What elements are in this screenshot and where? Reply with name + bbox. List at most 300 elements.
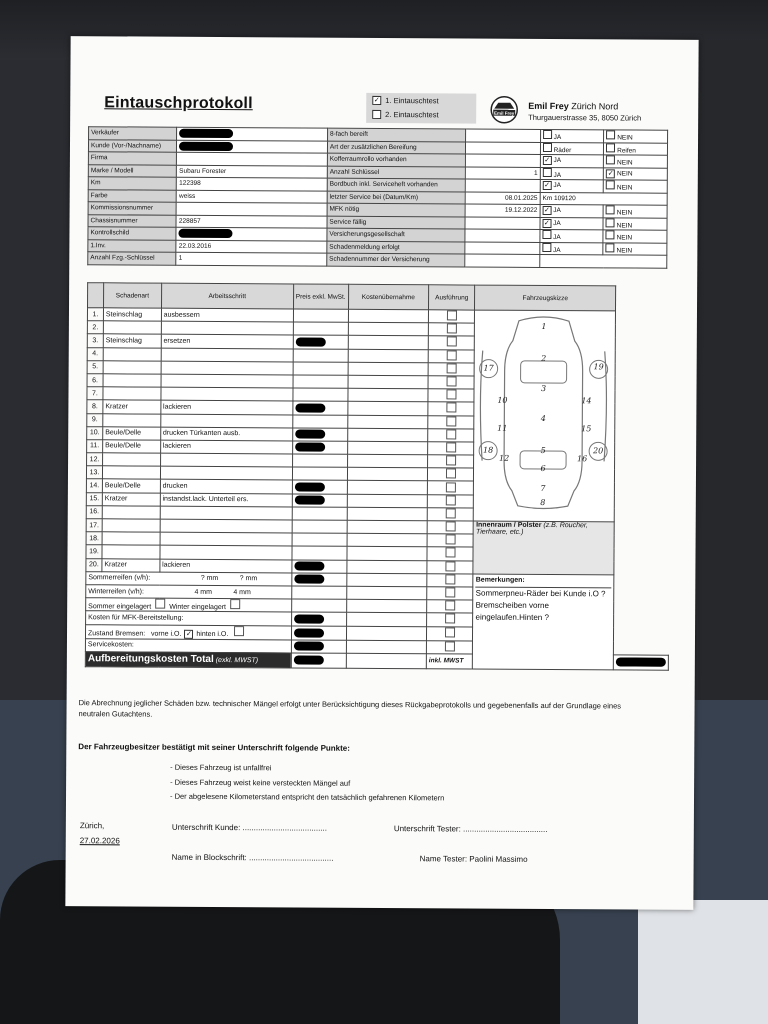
total-empty: [346, 653, 426, 668]
extra-label-cell: [86, 598, 292, 612]
damage-type[interactable]: [103, 387, 161, 401]
execution-cell[interactable]: [428, 323, 475, 336]
option-no[interactable]: NEIN: [604, 155, 668, 168]
cost-coverage-cell[interactable]: [347, 441, 427, 455]
info-value[interactable]: Subaru Forester: [177, 165, 328, 178]
total-label: Aufbereitungskosten Total: [87, 653, 214, 666]
car-body-outline: [504, 317, 583, 509]
sketch-number: 16: [577, 454, 588, 464]
brand-address: Thurgauerstrasse 35, 8050 Zürich: [528, 112, 642, 123]
work-step[interactable]: lackieren: [160, 559, 292, 573]
execution-checkbox[interactable]: [446, 456, 456, 466]
option-2-checkbox[interactable]: [372, 109, 381, 118]
checkbox[interactable]: [606, 181, 615, 190]
cost-coverage-cell[interactable]: [347, 494, 427, 508]
checkbox[interactable]: ✓: [544, 182, 551, 190]
price-cell[interactable]: [293, 349, 348, 363]
row-number: 7.: [87, 387, 103, 400]
info-label: Chassisnummer: [88, 214, 176, 227]
price-cell[interactable]: [292, 507, 347, 521]
option-2[interactable]: 2. Eintauschtest: [366, 107, 476, 122]
cost-coverage-cell[interactable]: [346, 640, 426, 654]
sketch-number: 10: [497, 395, 508, 405]
sketch-number: 18: [483, 445, 494, 455]
cost-coverage-cell[interactable]: [348, 322, 428, 336]
sketch-number: 19: [593, 362, 605, 372]
checkbox[interactable]: [543, 143, 552, 152]
info-right-label: Bordbuch inkl. Serviceheft vorhanden: [327, 178, 465, 191]
winter-tires-depth: 4 mm 4 mm: [143, 588, 251, 596]
option-yes[interactable]: JA: [540, 229, 604, 242]
work-step[interactable]: drucken Türkanten ausb.: [160, 427, 292, 441]
execution-cell[interactable]: [427, 455, 474, 468]
checkbox[interactable]: ✓: [543, 219, 550, 227]
row-number: 11.: [87, 440, 103, 453]
execution-cell[interactable]: [428, 415, 475, 428]
info-value[interactable]: 1: [176, 252, 327, 265]
info-value[interactable]: [176, 202, 327, 215]
execution-cell[interactable]: [427, 574, 474, 587]
tester-signature-line[interactable]: Unterschrift Tester: ......................................: [393, 824, 548, 835]
work-step[interactable]: [161, 374, 293, 388]
execution-checkbox[interactable]: [446, 390, 456, 400]
option-no[interactable]: NEIN: [604, 180, 668, 193]
cost-coverage-cell[interactable]: [347, 520, 427, 534]
execution-cell[interactable]: [427, 481, 474, 494]
work-step[interactable]: ersetzen: [161, 335, 293, 349]
total-label-cell: [85, 651, 291, 667]
damage-type[interactable]: [102, 519, 160, 533]
info-right-value[interactable]: [465, 242, 540, 255]
info-right-label: letzter Service bei (Datum/Km): [327, 191, 465, 204]
redaction-mark: [294, 575, 324, 584]
price-cell[interactable]: [291, 599, 346, 613]
info-value[interactable]: [177, 152, 328, 165]
execution-cell[interactable]: [428, 363, 475, 376]
execution-cell[interactable]: [427, 560, 474, 573]
redaction-mark: [179, 129, 233, 138]
execution-cell[interactable]: [428, 389, 475, 402]
price-cell[interactable]: [293, 388, 348, 402]
info-right-label: Anzahl Schlüssel: [327, 166, 465, 179]
place-date: [80, 818, 120, 848]
service-label: Servicekosten:: [87, 641, 134, 649]
vehicle-info-table: [87, 126, 668, 268]
execution-checkbox[interactable]: [446, 442, 456, 452]
info-right-label: 8-fach bereift: [327, 128, 465, 141]
execution-cell[interactable]: [427, 534, 474, 547]
work-step[interactable]: instandst.lack. Unterteil ers.: [160, 493, 292, 507]
cost-coverage-cell[interactable]: [346, 560, 426, 574]
cost-coverage-cell[interactable]: [347, 415, 427, 429]
option-no[interactable]: ✓ NEIN: [604, 167, 668, 180]
redaction-mark: [295, 482, 325, 491]
brakes-front: vorne i.O.: [145, 630, 182, 638]
execution-checkbox[interactable]: [446, 403, 456, 413]
checkbox[interactable]: ✓: [544, 157, 551, 165]
total-price: [291, 653, 346, 668]
info-right-value[interactable]: [465, 179, 540, 192]
cost-coverage-cell[interactable]: [348, 349, 428, 363]
option-no[interactable]: Reifen: [604, 142, 668, 155]
cost-coverage-cell[interactable]: [346, 599, 426, 613]
work-step[interactable]: [160, 519, 292, 533]
redaction-mark: [294, 628, 324, 637]
execution-cell[interactable]: [427, 613, 474, 626]
cost-coverage-cell[interactable]: [347, 481, 427, 495]
execution-checkbox[interactable]: [446, 363, 456, 373]
damage-type[interactable]: [103, 347, 161, 361]
extra-label-cell: [85, 624, 291, 639]
damage-type[interactable]: Steinschlag: [103, 308, 161, 322]
row-number: 14.: [86, 479, 102, 492]
svg-text:Emil Frey: Emil Frey: [494, 110, 515, 116]
execution-cell[interactable]: [428, 349, 475, 362]
execution-checkbox[interactable]: [446, 416, 456, 426]
execution-checkbox[interactable]: [445, 535, 455, 545]
page-title: Eintauschprotokoll: [104, 94, 253, 113]
option-yes[interactable]: ✓ JA: [540, 154, 604, 167]
sketch-number: 12: [499, 453, 510, 463]
execution-checkbox[interactable]: [446, 337, 456, 347]
info-right-value[interactable]: [465, 154, 540, 167]
brakes-label: Zustand Bremsen:: [87, 629, 146, 638]
execution-checkbox[interactable]: [446, 469, 456, 479]
option-no[interactable]: NEIN: [604, 130, 668, 143]
info-value[interactable]: 122398: [177, 177, 328, 190]
work-step[interactable]: [160, 453, 292, 467]
info-label: Kontrollschild: [88, 227, 176, 240]
option-yes[interactable]: ✓ JA: [540, 204, 604, 217]
option-no[interactable]: NEIN: [603, 217, 667, 230]
price-cell[interactable]: [293, 401, 348, 415]
option-no[interactable]: NEIN: [603, 242, 667, 255]
cost-coverage-cell[interactable]: [347, 402, 427, 416]
cost-coverage-cell[interactable]: [347, 428, 427, 442]
info-label: 1.Inv.: [88, 239, 176, 252]
sketch-number: 7: [540, 483, 546, 494]
row-number: 17.: [86, 519, 102, 532]
remarks-label: Bemerkungen:: [476, 574, 612, 588]
execution-cell[interactable]: [427, 508, 474, 521]
checkbox[interactable]: [606, 231, 615, 240]
execution-cell[interactable]: [428, 428, 475, 441]
summer-stored-checkbox[interactable]: [155, 599, 165, 609]
info-label: Verkäufer: [89, 127, 177, 140]
info-value[interactable]: [177, 127, 328, 140]
price-cell[interactable]: [291, 639, 346, 653]
damage-type[interactable]: Beule/Delle: [103, 440, 161, 454]
info-label: Firma: [88, 152, 176, 165]
redaction-mark: [295, 403, 325, 412]
execution-checkbox[interactable]: [445, 614, 455, 624]
total-suffix: (exkl. MWST): [213, 657, 259, 665]
info-right-value[interactable]: [465, 129, 540, 142]
work-step[interactable]: [160, 532, 292, 546]
execution-checkbox[interactable]: [445, 574, 455, 584]
damage-table: [85, 282, 671, 670]
price-cell[interactable]: [292, 441, 347, 455]
execution-cell[interactable]: [427, 521, 474, 534]
execution-checkbox[interactable]: [446, 429, 456, 439]
sketch-number: 17: [483, 363, 495, 373]
cost-coverage-cell[interactable]: [347, 547, 427, 561]
option-yes[interactable]: ✓ JA: [540, 217, 604, 230]
summer-tires-label: Sommerreifen (v/h):: [88, 574, 151, 582]
damage-type[interactable]: [103, 361, 161, 375]
damage-type[interactable]: [103, 453, 161, 467]
cost-coverage-cell[interactable]: [348, 309, 428, 323]
execution-checkbox[interactable]: [446, 350, 456, 360]
interior-cell[interactable]: [473, 521, 614, 575]
execution-checkbox[interactable]: [446, 376, 456, 386]
remarks-cell[interactable]: [473, 574, 614, 670]
info-right-value[interactable]: [465, 142, 540, 155]
work-step[interactable]: drucken: [160, 480, 292, 494]
damage-type[interactable]: [102, 506, 160, 520]
cost-coverage-cell[interactable]: [347, 388, 427, 402]
info-right-value[interactable]: 08.01.2025: [465, 192, 540, 205]
execution-checkbox[interactable]: [447, 310, 457, 320]
confirm-items: [170, 761, 445, 806]
price-cell[interactable]: [293, 335, 348, 349]
mfk-label: Kosten für MFK-Bereitstellung:: [88, 614, 184, 622]
execution-checkbox[interactable]: [445, 641, 455, 651]
info-label: Kommissionsnummer: [88, 202, 176, 215]
price-cell[interactable]: [292, 560, 347, 574]
execution-checkbox[interactable]: [447, 324, 457, 334]
emil-frey-logo-icon: [486, 95, 522, 125]
row-number: 9.: [87, 413, 103, 426]
cost-coverage-cell[interactable]: [348, 362, 428, 376]
price-cell[interactable]: [292, 494, 347, 508]
execution-cell[interactable]: [428, 376, 475, 389]
option-1-checkbox[interactable]: ✓: [373, 96, 380, 104]
summer-tires-depth: ? mm ? mm: [150, 574, 258, 583]
price-cell[interactable]: [292, 533, 347, 547]
work-step[interactable]: [161, 321, 293, 335]
checkbox[interactable]: [543, 168, 552, 177]
info-value[interactable]: [176, 227, 327, 240]
execution-checkbox[interactable]: [446, 482, 456, 492]
option-no[interactable]: NEIN: [603, 205, 667, 218]
info-row: [88, 252, 667, 268]
price-cell[interactable]: [292, 467, 347, 481]
price-cell[interactable]: [292, 480, 347, 494]
sketch-number: 6: [540, 463, 547, 474]
row-number: 8.: [87, 400, 103, 413]
price-cell[interactable]: [291, 625, 346, 639]
redaction-mark: [295, 496, 325, 505]
info-right-value[interactable]: [465, 217, 540, 230]
info-label: Kunde (Vor-/Nachname): [88, 139, 176, 152]
info-value[interactable]: [177, 140, 328, 153]
damage-type[interactable]: Kratzer: [102, 558, 160, 572]
execution-cell[interactable]: [426, 626, 473, 640]
price-cell[interactable]: [292, 428, 347, 442]
column-header: Arbeitsschritt: [161, 283, 293, 309]
info-value[interactable]: weiss: [176, 190, 327, 203]
damage-type[interactable]: [103, 413, 161, 427]
car-sides: [480, 351, 607, 462]
price-cell[interactable]: [293, 322, 348, 336]
checkbox[interactable]: [606, 218, 615, 227]
row-number: 13.: [86, 466, 102, 479]
work-step[interactable]: [160, 466, 292, 480]
price-cell[interactable]: [292, 520, 347, 534]
price-cell[interactable]: [293, 309, 348, 323]
option-yes[interactable]: JA: [540, 129, 604, 142]
cost-coverage-cell[interactable]: [346, 586, 426, 600]
damage-type[interactable]: Beule/Delle: [102, 479, 160, 493]
option-1[interactable]: ✓ 1. Eintauschtest: [373, 95, 439, 105]
column-header: Ausführung: [428, 285, 475, 310]
row-number: 20.: [86, 558, 102, 571]
execution-cell[interactable]: [427, 600, 474, 613]
work-step[interactable]: lackieren: [161, 400, 293, 414]
info-value[interactable]: 228857: [176, 215, 327, 228]
checkbox[interactable]: [606, 131, 615, 140]
remarks-text: Sommerpneu-Räder bei Kunde i.O ? Bremscheiben vorne eingelaufen.Hinten ?: [475, 588, 606, 622]
info-label: Anzahl Fzg.-Schlüssel: [88, 252, 176, 265]
sketch-cell: [474, 310, 616, 522]
column-header: Kostenübernahme: [348, 284, 429, 309]
price-cell[interactable]: [292, 454, 347, 468]
damage-type[interactable]: [103, 321, 161, 335]
execution-checkbox[interactable]: [445, 587, 455, 597]
option-yes[interactable]: ✓ JA: [540, 179, 604, 192]
brakes-front-checkbox[interactable]: ✓: [185, 630, 192, 638]
row-number: 16.: [86, 506, 102, 519]
redaction-mark: [294, 656, 324, 665]
work-step[interactable]: [161, 361, 293, 375]
brakes-rear-checkbox[interactable]: [234, 626, 244, 636]
damage-type[interactable]: [102, 532, 160, 546]
execution-checkbox[interactable]: [445, 508, 455, 518]
work-step[interactable]: [161, 348, 293, 362]
damage-header-row: [88, 283, 671, 312]
option-no[interactable]: NEIN: [603, 230, 667, 243]
execution-cell[interactable]: [428, 402, 475, 415]
execution-checkbox[interactable]: [445, 627, 455, 637]
row-number: 6.: [87, 374, 103, 387]
work-step[interactable]: [160, 546, 292, 560]
row-number: 3.: [87, 334, 103, 347]
option-yes[interactable]: JA: [540, 242, 604, 255]
damage-type[interactable]: [103, 374, 161, 388]
price-cell[interactable]: [293, 362, 348, 376]
execution-checkbox[interactable]: [445, 521, 455, 531]
price-cell[interactable]: [293, 375, 348, 389]
column-header: Preis exkl. MwSt.: [293, 284, 348, 309]
price-cell[interactable]: [291, 586, 346, 600]
customer-signature-line[interactable]: Unterschrift Kunde: ......................................: [171, 822, 328, 833]
execution-cell[interactable]: [427, 494, 474, 507]
work-step[interactable]: [161, 387, 293, 401]
execution-cell[interactable]: [428, 336, 475, 349]
execution-cell[interactable]: [427, 547, 474, 560]
redaction-mark: [295, 443, 325, 452]
confirm-heading: Der Fahrzeugbesitzer bestätigt mit seiner Unterschrift folgende Punkte:: [78, 742, 350, 753]
execution-cell[interactable]: [426, 640, 473, 653]
cost-coverage-cell[interactable]: [346, 626, 426, 640]
row-number: 18.: [86, 532, 102, 545]
execution-checkbox[interactable]: [445, 548, 455, 558]
cost-coverage-cell[interactable]: [347, 454, 427, 468]
brand-name: Emil Frey Zürich Nord: [528, 100, 619, 112]
option-yes[interactable]: Räder: [540, 142, 604, 155]
damage-type[interactable]: Beule/Delle: [103, 426, 161, 440]
price-cell[interactable]: [291, 612, 346, 626]
cost-coverage-cell[interactable]: [347, 507, 427, 521]
damage-type[interactable]: [102, 545, 160, 559]
work-step[interactable]: ausbessern: [161, 308, 293, 322]
price-cell[interactable]: [292, 414, 347, 428]
work-step[interactable]: [160, 414, 292, 428]
winter-tires-label: Winterreifen (v/h):: [88, 587, 144, 596]
info-label: Farbe: [88, 189, 176, 202]
execution-cell[interactable]: [428, 310, 475, 323]
execution-checkbox[interactable]: [445, 601, 455, 611]
cost-coverage-cell[interactable]: [347, 533, 427, 547]
info-right-value[interactable]: 19.12.2022: [465, 204, 540, 217]
row-number: 15.: [86, 492, 102, 505]
sketch-number: 11: [497, 423, 508, 433]
execution-checkbox[interactable]: [445, 495, 455, 505]
work-step[interactable]: lackieren: [160, 440, 292, 454]
info-right-value[interactable]: 1: [465, 167, 540, 180]
place-label: Zürich,: [79, 821, 105, 831]
winter-stored-checkbox[interactable]: [230, 599, 240, 609]
checkbox[interactable]: [542, 243, 551, 252]
info-label: Marke / Modell: [88, 164, 176, 177]
checkbox[interactable]: [606, 143, 615, 152]
execution-cell[interactable]: [428, 442, 475, 455]
checkbox[interactable]: ✓: [543, 207, 550, 215]
damage-type[interactable]: Steinschlag: [103, 334, 161, 348]
price-cell[interactable]: [292, 573, 347, 587]
sketch-number: 4: [541, 413, 547, 424]
cost-coverage-cell[interactable]: [348, 375, 428, 389]
checkbox[interactable]: [606, 243, 615, 252]
option-yes[interactable]: JA: [540, 167, 604, 180]
info-right-value[interactable]: [465, 229, 540, 242]
info-right-value[interactable]: [464, 254, 539, 267]
name-block-line[interactable]: Name in Blockschrift: ......................................: [171, 852, 334, 863]
damage-type[interactable]: [102, 466, 160, 480]
execution-cell[interactable]: [427, 587, 474, 600]
info-label: Km: [88, 177, 176, 190]
work-step[interactable]: [160, 506, 292, 520]
info-value[interactable]: 22.03.2016: [176, 240, 327, 253]
checkbox[interactable]: [542, 230, 551, 239]
damage-type[interactable]: Kratzer: [102, 492, 160, 506]
extra-label-cell: [86, 611, 292, 625]
cost-coverage-cell[interactable]: [346, 573, 426, 587]
checkbox[interactable]: ✓: [607, 170, 614, 178]
checkbox[interactable]: [606, 156, 615, 165]
extra-label-cell: [85, 638, 291, 652]
execution-checkbox[interactable]: [445, 561, 455, 571]
price-cell[interactable]: [292, 546, 347, 560]
cost-coverage-cell[interactable]: [348, 336, 428, 350]
damage-type[interactable]: Kratzer: [103, 400, 161, 414]
cost-coverage-cell[interactable]: [347, 468, 427, 482]
cost-coverage-cell[interactable]: [346, 613, 426, 627]
checkbox[interactable]: [606, 206, 615, 215]
execution-cell[interactable]: [427, 468, 474, 481]
checkbox[interactable]: [543, 130, 552, 139]
